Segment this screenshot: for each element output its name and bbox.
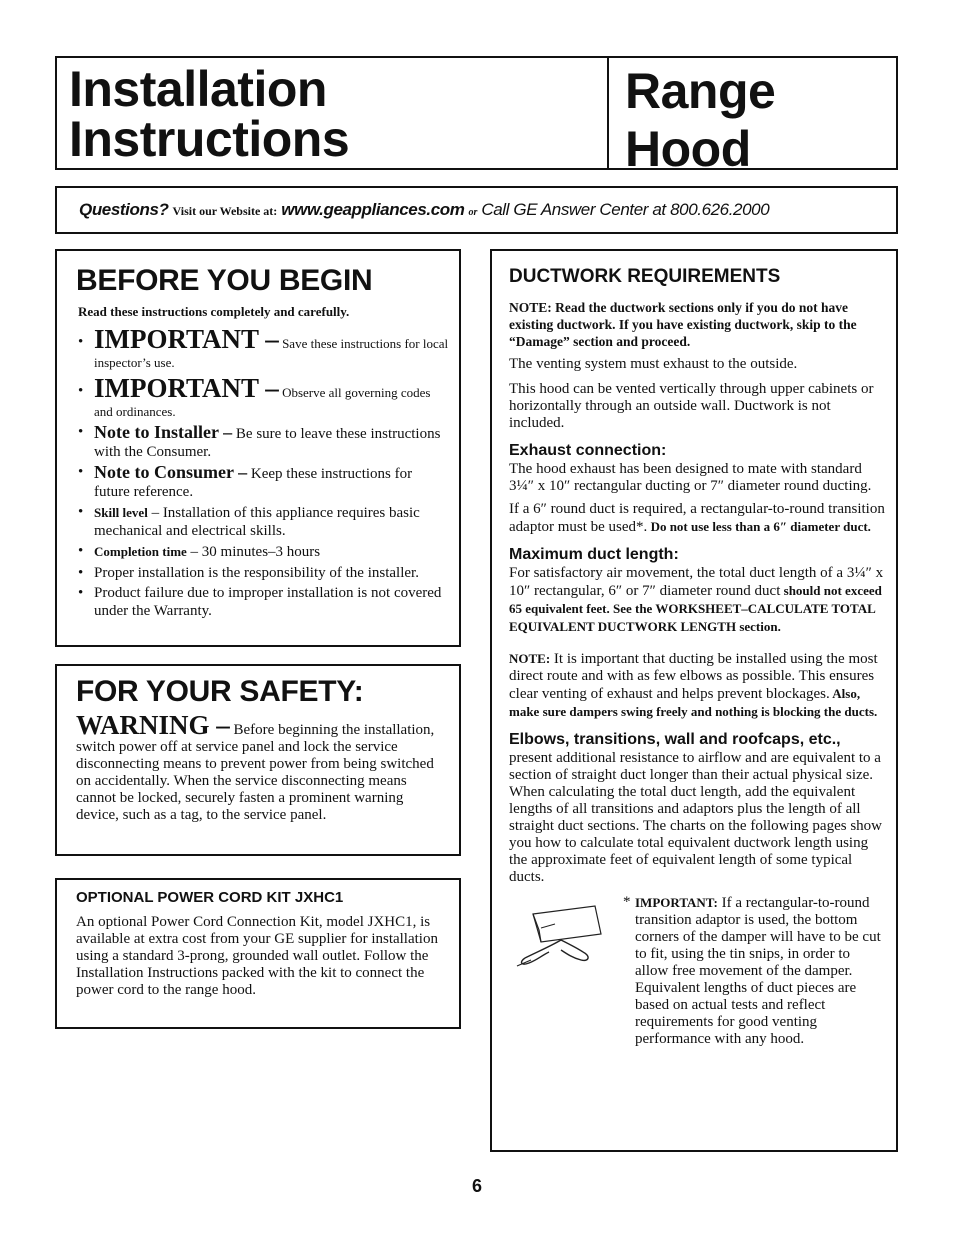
list-item: • Skill level – Installation of this appliance requires basic mechanical and electrical skills. <box>76 504 449 540</box>
list-item: • Product failure due to improper installation is not covered under the Warranty. <box>76 585 449 620</box>
before-you-begin-section <box>55 249 461 647</box>
list-item: • Completion time – 30 minutes–3 hours <box>76 543 449 562</box>
page-number: 6 <box>471 1176 482 1196</box>
power-cord-title: OPTIONAL POWER CORD KIT JXHC1 <box>76 889 344 906</box>
visit-text: Visit our Website at: <box>172 204 278 218</box>
exhaust-p1: The hood exhaust has been designed to mate with standard 3¼″ x 10″ rectangular ducting or 7″ diameter round ducting. <box>509 461 872 494</box>
max-length-title: Maximum duct length: <box>509 546 679 563</box>
power-cord-text: An optional Power Cord Connection Kit, model JXHC1, is available at extra cost from your GE supplier for installation using a standard 3-prong, grounded wall outlet. Follow the Installation Instructions packed with the kit to connect the power cord to the range hood. <box>76 914 438 998</box>
or-text: or <box>468 207 478 218</box>
ductwork-title: DUCTWORK REQUIREMENTS <box>509 266 781 287</box>
ductwork-note: NOTE: Read the ductwork sections only if you do not have existing ductwork. If you have existing ductwork, skip to the “Damage” section and proceed. <box>509 300 857 349</box>
warning-label: WARNING – <box>76 710 230 740</box>
page-header <box>55 56 898 177</box>
section-title: BEFORE YOU BEGIN <box>76 264 373 297</box>
header-title-line1: Installation <box>69 61 327 117</box>
tip-asterisk: * <box>623 894 631 910</box>
tip-text: * IMPORTANT: If a rectangular-to-round transition adaptor is used, the bottom corners of the damper will have to be cut to fit, using the tin snips, in order to allow free movement of the damper. Equivalent lengths of duct pieces are based on actual tests and reflect requirements for good venting performance with any hood. <box>623 894 881 1047</box>
elbows-paragraph: present additional resistance to airflow and are equivalent to a section of straight duct longer than their actual physical size. When calculating the total duct length, add the equivalent lengths of all transitions and adaptors plus the length of all straight duct sections. The charts on the following pages show you how to calculate total equivalent ductwork length using the approximate feet of equivalent length of some typical ducts. <box>509 750 882 885</box>
ductwork-p1: The venting system must exhaust to the outside. <box>509 356 798 372</box>
header-right-cell <box>611 58 896 177</box>
exhaust-title: Exhaust connection: <box>509 442 667 459</box>
header-product-title: Range Hood <box>625 63 776 177</box>
safety-title: FOR YOUR SAFETY: <box>76 675 364 708</box>
list-item: • Note to Installer – Be sure to leave these instructions with the Consumer. <box>76 424 449 461</box>
power-cord-section <box>55 878 461 1029</box>
header-left-cell <box>57 58 609 168</box>
header-title-line2: Instructions <box>69 111 350 167</box>
list-item: • Note to Consumer – Keep these instructions for future reference. <box>76 464 449 501</box>
note2-paragraph: NOTE: It is important that ducting be installed using the most direct route and with as few elbows as possible. This ensures clear venting of exhaust and helps prevent blockages. Also, make sure dampers swing freely and nothing is blocking the ducts. <box>509 651 878 719</box>
section-lead: Read these instructions completely and carefully. <box>78 304 350 319</box>
call-text: Call GE Answer Center at 800.626.2000 <box>481 200 770 219</box>
tin-snips-damper-icon <box>511 900 611 968</box>
instruction-list <box>76 326 449 620</box>
exhaust-p2: If a 6″ round duct is required, a rectangular-to-round transition adaptor must be used*. Do not use less than a 6″ diameter duct. <box>509 501 885 535</box>
list-item: • IMPORTANT – Observe all governing codes and ordinances. <box>76 375 449 421</box>
ductwork-section <box>490 249 898 1152</box>
list-item: • Proper installation is the responsibility of the installer. <box>76 565 449 583</box>
list-item: • IMPORTANT – Save these instructions for local inspector’s use. <box>76 326 449 372</box>
max-length-paragraph: For satisfactory air movement, the total duct length of a 3¼″ x 10″ rectangular, 6″ or 7″ diameter round duct should not exceed 65 equivalent feet. See the WORKSHEET–CALCULATE TOTAL EQUIVALENT DUCTWORK LENGTH section. <box>509 565 884 634</box>
damper-tip <box>509 894 886 1048</box>
website-link[interactable]: www.geappliances.com <box>281 200 465 219</box>
ductwork-p2: This hood can be vented vertically through upper cabinets or horizontally through an outside wall. Ductwork is not included. <box>509 381 874 431</box>
elbows-title: Elbows, transitions, wall and roofcaps, etc., <box>509 731 841 748</box>
warning-paragraph: WARNING – Before beginning the installation, switch power off at service panel and lock the service disconnecting means to prevent power from being switched on accidentally. When the service disconnecting means cannot be locked, securely fasten a prominent warning device, such as a tag, to the service panel. <box>76 710 435 823</box>
questions-bar <box>55 186 898 234</box>
questions-label: Questions? <box>79 200 169 219</box>
safety-section <box>55 664 461 856</box>
